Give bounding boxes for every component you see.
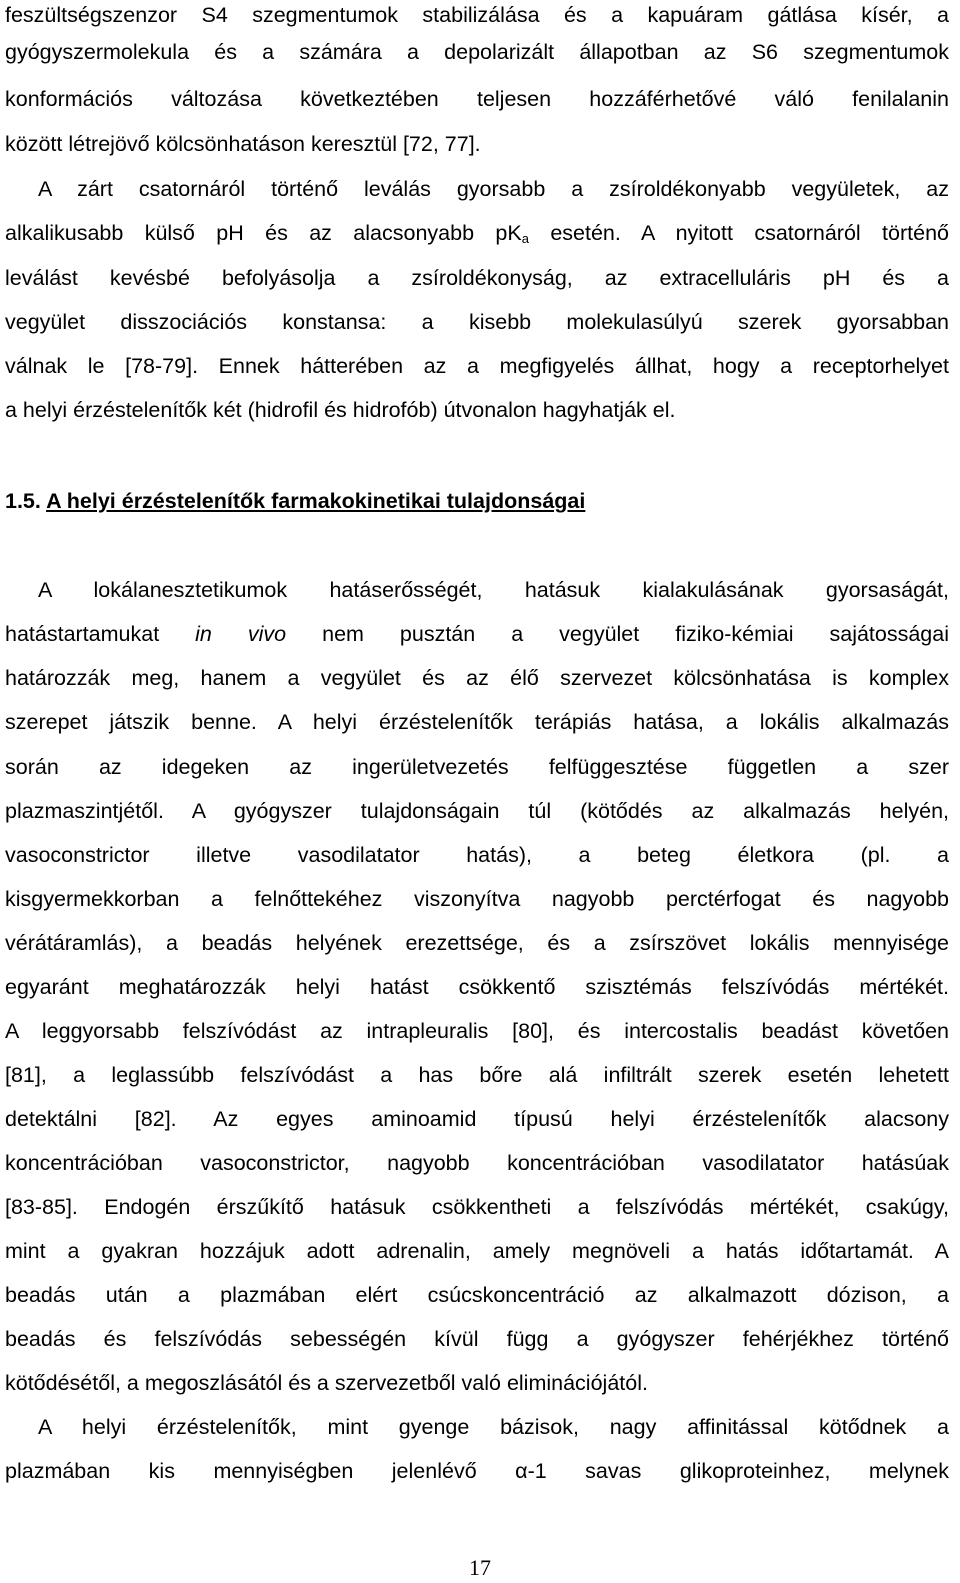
text-line: vegyület disszociációs konstansa: a kisebb molekulasúlyú szerek gyorsabban: [5, 310, 949, 334]
text-line: mint a gyakran hozzájuk adott adrenalin, amely megnöveli a hatás időtartamát. A: [5, 1239, 949, 1263]
text-line: [81], a leglassúbb felszívódást a has bőre alá infiltrált szerek esetén lehetett: [5, 1063, 949, 1087]
text-line: gyógyszermolekula és a számára a depolarizált állapotban az S6 szegmentumok: [5, 40, 949, 64]
italic-term: in vivo: [195, 622, 287, 646]
text-line: vasoconstrictor illetve vasodilatator hatás), a beteg életkora (pl. a: [5, 843, 949, 867]
text-line: szerepet játszik benne. A helyi érzéstelenítők terápiás hatása, a lokális alkalmazás: [5, 710, 949, 734]
text-line: A zárt csatornáról történő leválás gyorsabb a zsíroldékonyabb vegyületek, az: [38, 177, 949, 201]
text-run: hatástartamukat: [5, 622, 196, 646]
text-line: kisgyermekkorban a felnőttekéhez viszonyítva nagyobb perctérfogat és nagyobb: [5, 887, 949, 911]
text-line: plazmaszintjétől. A gyógyszer tulajdonságain túl (kötődés az alkalmazás helyén,: [5, 799, 949, 823]
text-line: beadás és felszívódás sebességén kívül függ a gyógyszer fehérjékhez történő: [5, 1327, 949, 1351]
text-line: határozzák meg, hanem a vegyület és az élő szervezet kölcsönhatása is komplex: [5, 666, 949, 690]
text-line: detektálni [82]. Az egyes aminoamid típusú helyi érzéstelenítők alacsony: [5, 1107, 949, 1131]
text-line: kötődésétől, a megoszlásától és a szervezetből való eliminációjától.: [5, 1371, 648, 1395]
text-line: a helyi érzéstelenítők két (hidrofil és hidrofób) útvonalon hagyhatják el.: [5, 398, 676, 422]
text-line: egyaránt meghatározzák helyi hatást csökkentő szisztémás felszívódás mértékét.: [5, 975, 949, 999]
page-number: 17: [469, 1555, 491, 1580]
text-line: beadás után a plazmában elért csúcskoncentráció az alkalmazott dózison, a: [5, 1283, 949, 1307]
section-heading: [5, 488, 949, 514]
text-line: során az idegeken az ingerületvezetés felfüggesztése független a szer: [5, 755, 949, 779]
text-run: nem pusztán a vegyület fiziko-kémiai sajátosságai: [286, 622, 950, 646]
text-line: között létrejövő kölcsönhatáson keresztül [72, 77].: [5, 132, 481, 156]
section-number: 1.5.: [5, 489, 41, 513]
text-line: plazmában kis mennyiségben jelenlévő α-1 savas glikoproteinhez, melynek: [5, 1459, 949, 1483]
text-line: konformációs változása következtében teljesen hozzáférhetővé váló fenilalanin: [5, 87, 949, 111]
text-line: [83-85]. Endogén érszűkítő hatásuk csökkentheti a felszívódás mértékét, csakúgy,: [5, 1195, 949, 1219]
text-line: [5, 220, 949, 246]
text-line: vérátáramlás), a beadás helyének erezettsége, és a zsírszövet lokális mennyisége: [5, 931, 949, 955]
subscript: a: [521, 231, 529, 246]
text-line: [5, 621, 949, 647]
text-run: alkalikusabb külső pH és az alacsonyabb pK: [5, 221, 522, 245]
text-line: leválást kevésbé befolyásolja a zsíroldékonyság, az extracelluláris pH és a: [5, 266, 949, 290]
text-line: válnak le [78-79]. Ennek hátterében az a megfigyelés állhat, hogy a receptorhelyet: [5, 354, 949, 378]
text-line: A leggyorsabb felszívódást az intrapleuralis [80], és intercostalis beadást követően: [5, 1019, 949, 1043]
text-line: A lokálanesztetikumok hatáserősségét, hatásuk kialakulásának gyorsaságát,: [38, 578, 949, 602]
text-line: A helyi érzéstelenítők, mint gyenge bázisok, nagy affinitással kötődnek a: [38, 1415, 949, 1439]
text-line: feszültségszenzor S4 szegmentumok stabilizálása és a kapuáram gátlása kísér, a: [5, 3, 949, 27]
text-run: esetén. A nyitott csatornáról történő: [528, 221, 949, 245]
text-line: koncentrációban vasoconstrictor, nagyobb koncentrációban vasodilatator hatásúak: [5, 1151, 949, 1175]
section-title: A helyi érzéstelenítők farmakokinetikai tulajdonságai: [46, 489, 586, 513]
